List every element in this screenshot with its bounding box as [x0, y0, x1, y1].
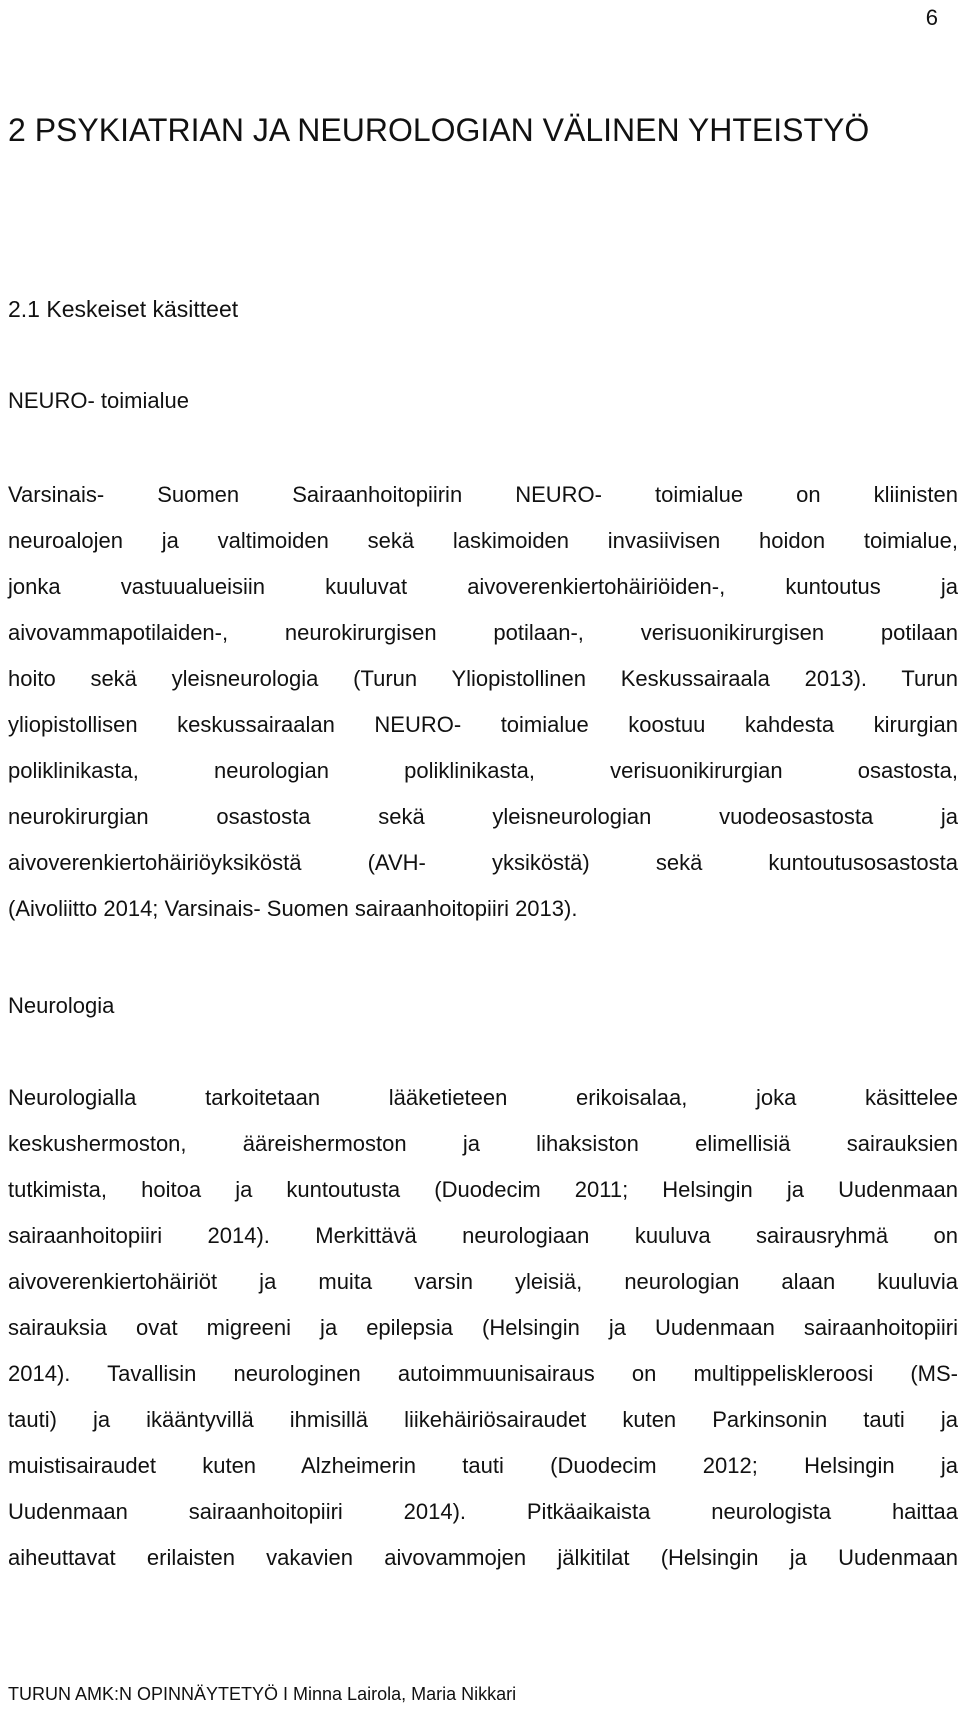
- text-line: muistisairaudet kuten Alzheimerin tauti (Duodecim 2012; Helsingin ja: [8, 1453, 958, 1478]
- text-line: 2014). Tavallisin neurologinen autoimmuunisairaus on multippeliskleroosi (MS-: [8, 1361, 958, 1386]
- subsection-heading-neuro-toimialue: NEURO- toimialue: [8, 388, 189, 413]
- subsection-heading-neurologia: Neurologia: [8, 993, 115, 1018]
- paragraph-neuro-toimialue: [8, 472, 958, 932]
- page-number: 6: [925, 5, 938, 30]
- text-line: Neurologialla tarkoitetaan lääketieteen erikoisalaa, joka käsittelee: [8, 1085, 958, 1110]
- text-line: sairauksia ovat migreeni ja epilepsia (Helsingin ja Uudenmaan sairaanhoitopiiri: [8, 1315, 958, 1340]
- text-line: poliklinikasta, neurologian poliklinikasta, verisuonikirurgian osastosta,: [8, 758, 958, 783]
- text-line: hoito sekä yleisneurologia (Turun Yliopistollinen Keskussairaala 2013). Turun: [8, 666, 958, 691]
- text-line: neurokirurgian osastosta sekä yleisneurologian vuodeosastosta ja: [8, 804, 958, 829]
- text-line: keskushermoston, ääreishermoston ja lihaksiston elimellisiä sairauksien: [8, 1131, 958, 1156]
- text-line: Uudenmaan sairaanhoitopiiri 2014). Pitkäaikaista neurologista haittaa: [8, 1499, 958, 1524]
- text-line: sairaanhoitopiiri 2014). Merkittävä neurologiaan kuuluva sairausryhmä on: [8, 1223, 958, 1248]
- text-line: Varsinais- Suomen Sairaanhoitopiirin NEURO- toimialue on kliinisten: [8, 482, 958, 507]
- chapter-title: 2 PSYKIATRIAN JA NEUROLOGIAN VÄLINEN YHTEISTYÖ: [8, 112, 870, 148]
- section-title: 2.1 Keskeiset käsitteet: [8, 296, 239, 322]
- text-line: aivovammapotilaiden-, neurokirurgisen potilaan-, verisuonikirurgisen potilaan: [8, 620, 958, 645]
- text-line: aivoverenkiertohäiriöt ja muita varsin yleisiä, neurologian alaan kuuluvia: [8, 1269, 958, 1294]
- text-line: jonka vastuualueisiin kuuluvat aivoverenkiertohäiriöiden-, kuntoutus ja: [8, 574, 958, 599]
- page-footer: TURUN AMK:N OPINNÄYTETYÖ I Minna Lairola, Maria Nikkari: [8, 1684, 517, 1704]
- text-line: (Aivoliitto 2014; Varsinais- Suomen sairaanhoitopiiri 2013).: [8, 896, 578, 921]
- text-line: yliopistollisen keskussairaalan NEURO- toimialue koostuu kahdesta kirurgian: [8, 712, 958, 737]
- text-line: aiheuttavat erilaisten vakavien aivovammojen jälkitilat (Helsingin ja Uudenmaan: [8, 1545, 958, 1570]
- text-line: tutkimista, hoitoa ja kuntoutusta (Duodecim 2011; Helsingin ja Uudenmaan: [8, 1177, 958, 1202]
- paragraph-neurologia: [8, 1075, 958, 1581]
- text-line: aivoverenkiertohäiriöyksiköstä (AVH- yksiköstä) sekä kuntoutusosastosta: [8, 850, 958, 875]
- text-line: neuroalojen ja valtimoiden sekä laskimoiden invasiivisen hoidon toimialue,: [8, 528, 958, 553]
- text-line: tauti) ja ikääntyvillä ihmisillä liikehäiriösairaudet kuten Parkinsonin tauti ja: [8, 1407, 958, 1432]
